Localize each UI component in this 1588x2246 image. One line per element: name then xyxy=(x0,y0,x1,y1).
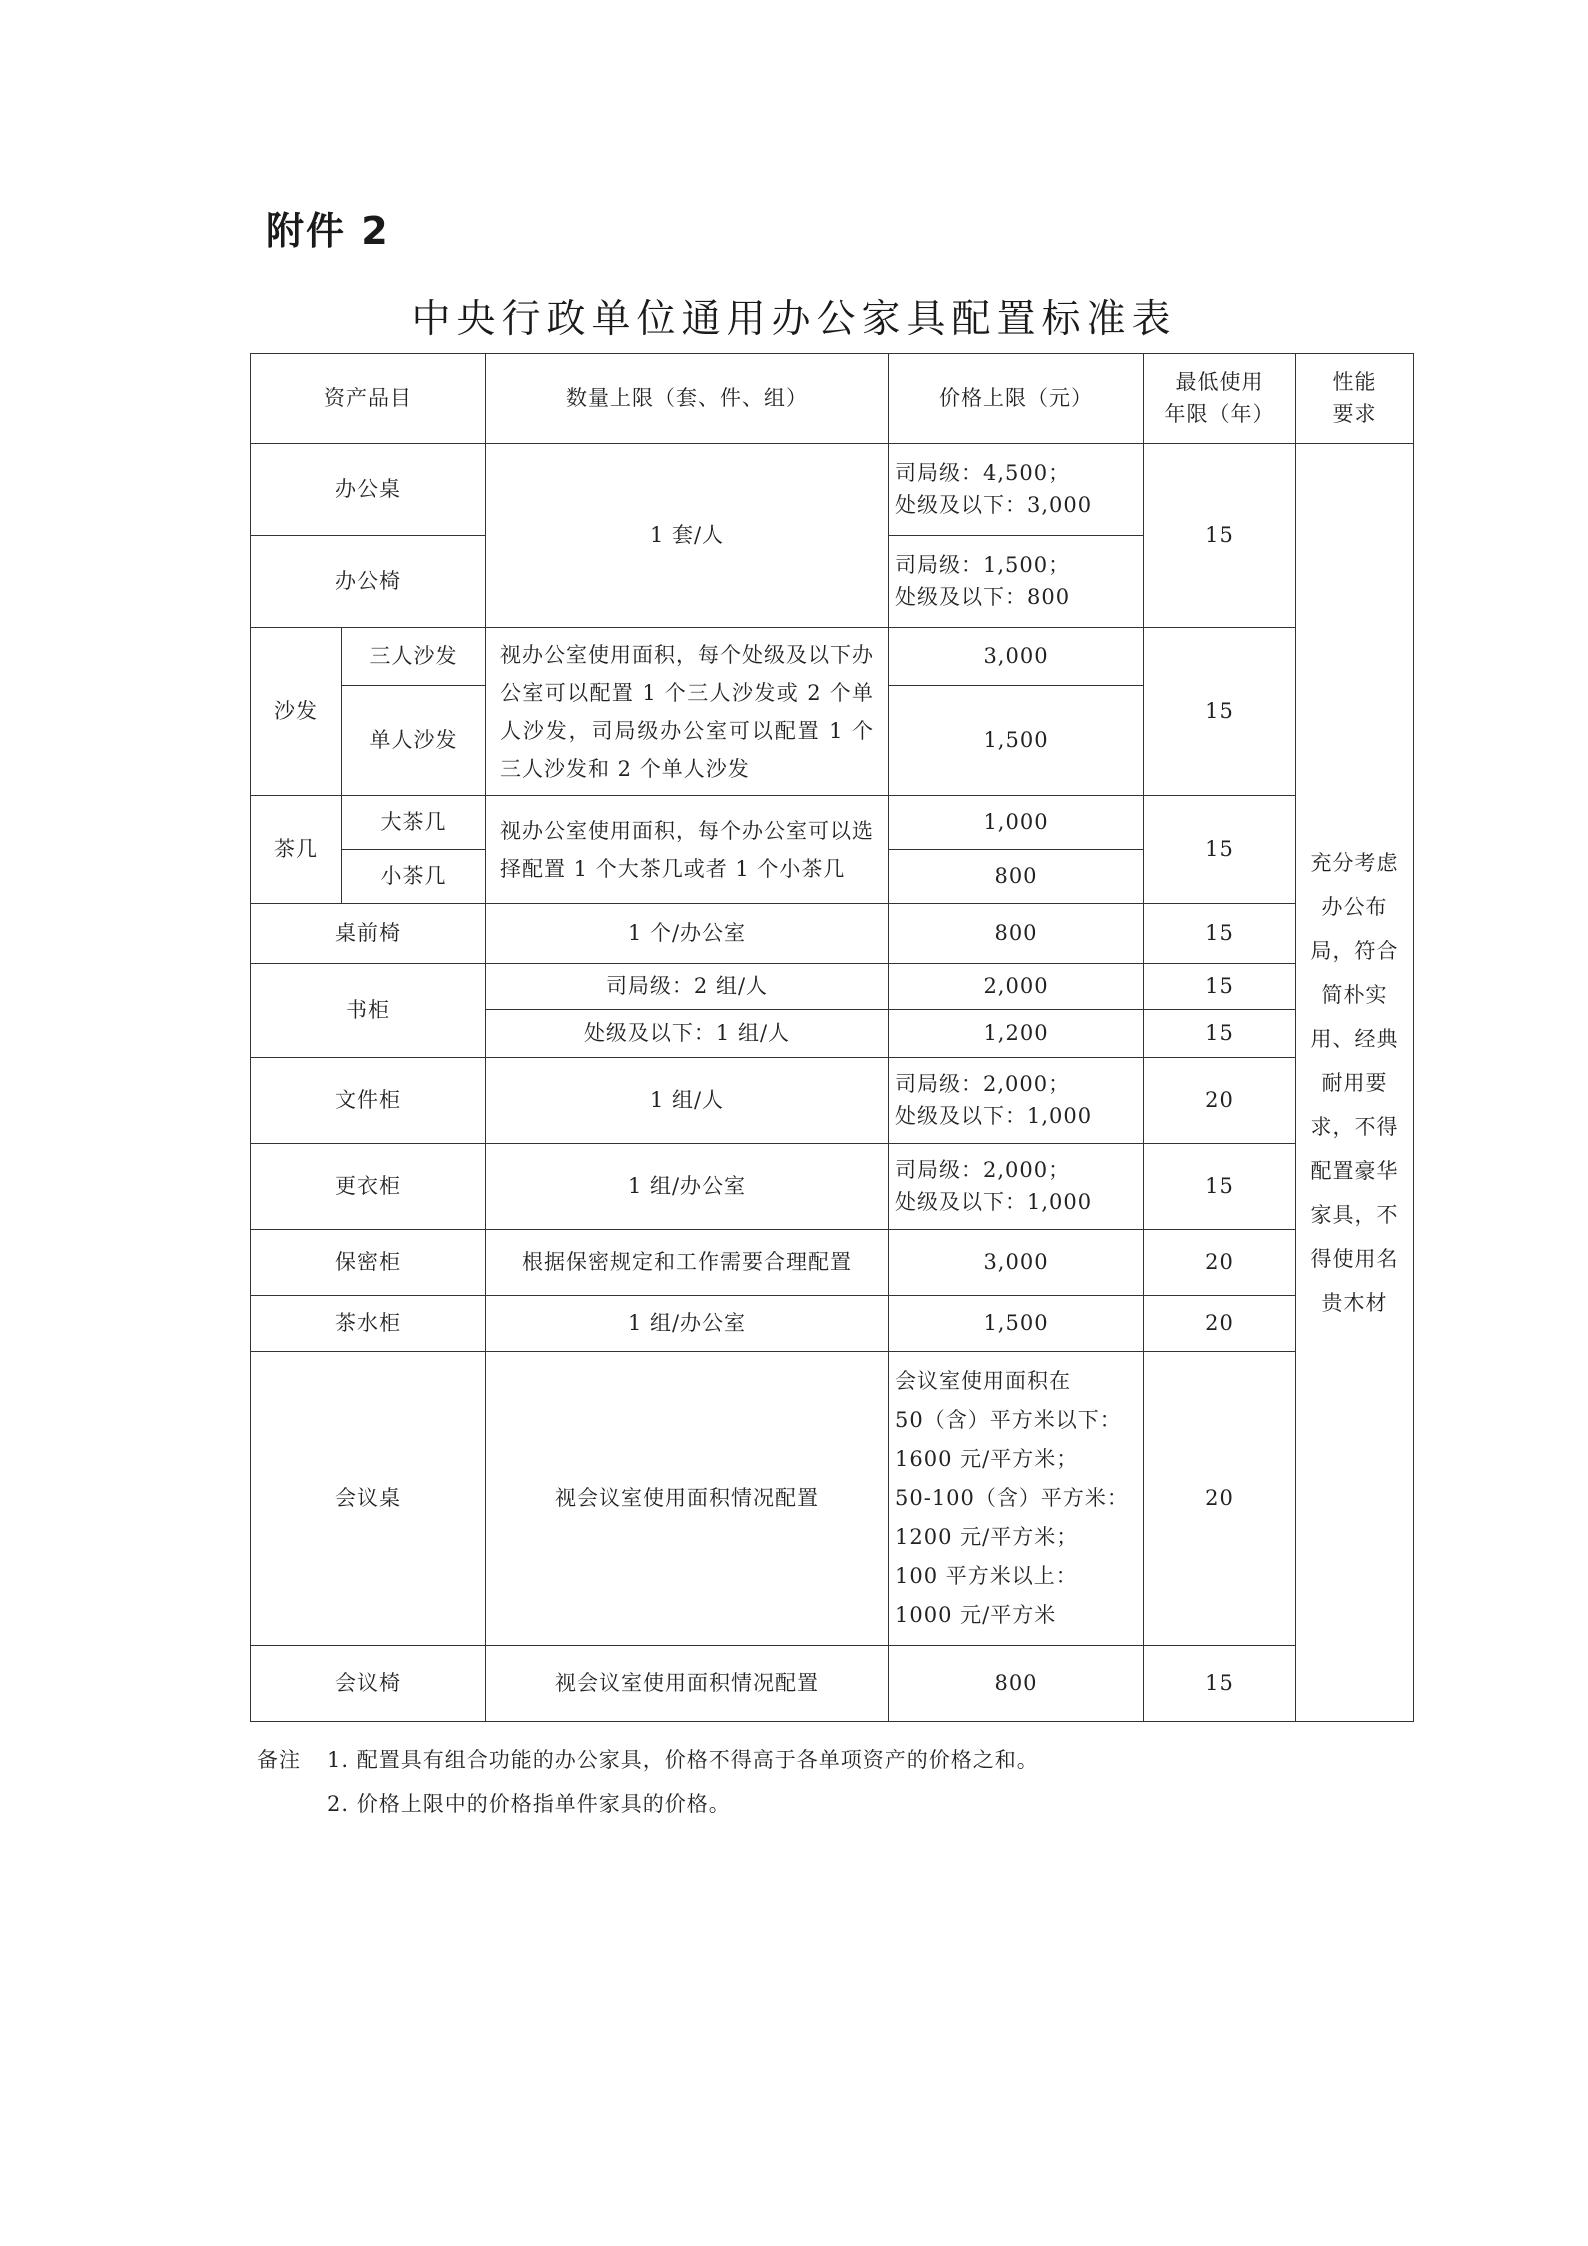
teatable-small-name: 小茶几 xyxy=(342,850,486,904)
table-row-tea-cabinet xyxy=(251,1296,1414,1352)
tea-cabinet-price: 1,500 xyxy=(889,1296,1144,1352)
desk-name: 办公桌 xyxy=(251,444,486,536)
performance-requirement: 充分考虑办公布局，符合简朴实用、经典耐用要求，不得配置豪华家具，不得使用名贵木材 xyxy=(1296,444,1414,1722)
header-qty: 数量上限（套、件、组） xyxy=(486,354,889,444)
sofa-three-price: 3,000 xyxy=(889,628,1144,686)
front-chair-qty: 1 个/办公室 xyxy=(486,904,889,964)
teatable-life: 15 xyxy=(1144,796,1296,904)
bookcase-price-1: 2,000 xyxy=(889,964,1144,1010)
header-life: 最低使用 年限（年） xyxy=(1144,354,1296,444)
meeting-chair-name: 会议椅 xyxy=(251,1646,486,1722)
table-row-bookcase-1 xyxy=(251,964,1414,1010)
safe-qty: 根据保密规定和工作需要合理配置 xyxy=(486,1230,889,1296)
furniture-standard-table xyxy=(250,353,1414,1722)
meeting-table-name: 会议桌 xyxy=(251,1352,486,1646)
sofa-single-name: 单人沙发 xyxy=(342,686,486,796)
wardrobe-name: 更衣柜 xyxy=(251,1144,486,1230)
sofa-group: 沙发 xyxy=(251,628,342,796)
teatable-large-price: 1,000 xyxy=(889,796,1144,850)
tea-cabinet-life: 20 xyxy=(1144,1296,1296,1352)
table-row-teatable-large xyxy=(251,796,1414,850)
bookcase-qty-2: 处级及以下：1 组/人 xyxy=(486,1010,889,1058)
table-row-wardrobe xyxy=(251,1144,1414,1230)
safe-price: 3,000 xyxy=(889,1230,1144,1296)
front-chair-name: 桌前椅 xyxy=(251,904,486,964)
tea-cabinet-name: 茶水柜 xyxy=(251,1296,486,1352)
bookcase-life-2: 15 xyxy=(1144,1010,1296,1058)
bookcase-name: 书柜 xyxy=(251,964,486,1058)
bookcase-life-1: 15 xyxy=(1144,964,1296,1010)
desk-chair-qty: 1 套/人 xyxy=(486,444,889,628)
notes xyxy=(257,1738,1039,1826)
table-row-desk xyxy=(251,444,1414,536)
sofa-three-name: 三人沙发 xyxy=(342,628,486,686)
safe-life: 20 xyxy=(1144,1230,1296,1296)
meeting-chair-life: 15 xyxy=(1144,1646,1296,1722)
table-row-sofa-three xyxy=(251,628,1414,686)
meeting-table-life: 20 xyxy=(1144,1352,1296,1646)
meeting-chair-price: 800 xyxy=(889,1646,1144,1722)
filing-name: 文件柜 xyxy=(251,1058,486,1144)
table-row-filing xyxy=(251,1058,1414,1144)
wardrobe-price: 司局级：2,000； 处级及以下：1,000 xyxy=(889,1144,1144,1230)
sofa-qty: 视办公室使用面积，每个处级及以下办公室可以配置 1 个三人沙发或 2 个单人沙发，司局级办公室可以配置 1 个三人沙发和 2 个单人沙发 xyxy=(486,628,889,796)
safe-name: 保密柜 xyxy=(251,1230,486,1296)
meeting-table-price: 会议室使用面积在 50（含）平方米以下： 1600 元/平方米； 50-100（含）平方米： 1200 元/平方米； 100 平方米以上： 1000 元/平方米 xyxy=(889,1352,1144,1646)
meeting-chair-qty: 视会议室使用面积情况配置 xyxy=(486,1646,889,1722)
table-row-safe xyxy=(251,1230,1414,1296)
note-2: 2. 价格上限中的价格指单件家具的价格。 xyxy=(327,1792,731,1816)
header-price: 价格上限（元） xyxy=(889,354,1144,444)
filing-life: 20 xyxy=(1144,1058,1296,1144)
meeting-table-qty: 视会议室使用面积情况配置 xyxy=(486,1352,889,1646)
desk-chair-life: 15 xyxy=(1144,444,1296,628)
table-row-meeting-chair xyxy=(251,1646,1414,1722)
table-row-meeting-table xyxy=(251,1352,1414,1646)
table-row-front-chair xyxy=(251,904,1414,964)
chair-name: 办公椅 xyxy=(251,536,486,628)
header-performance: 性能 要求 xyxy=(1296,354,1414,444)
header-item: 资产品目 xyxy=(251,354,486,444)
sofa-single-price: 1,500 xyxy=(889,686,1144,796)
bookcase-qty-1: 司局级：2 组/人 xyxy=(486,964,889,1010)
bookcase-price-2: 1,200 xyxy=(889,1010,1144,1058)
note-1: 1. 配置具有组合功能的办公家具，价格不得高于各单项资产的价格之和。 xyxy=(327,1748,1039,1772)
teatable-large-name: 大茶几 xyxy=(342,796,486,850)
document-title: 中央行政单位通用办公家具配置标准表 xyxy=(411,297,1177,342)
desk-price: 司局级：4,500； 处级及以下：3,000 xyxy=(889,444,1144,536)
header-row xyxy=(251,354,1414,444)
chair-price: 司局级：1,500； 处级及以下：800 xyxy=(889,536,1144,628)
attachment-label: 附件 2 xyxy=(266,209,390,253)
wardrobe-qty: 1 组/办公室 xyxy=(486,1144,889,1230)
notes-label: 备注 xyxy=(257,1748,301,1772)
sofa-life: 15 xyxy=(1144,628,1296,796)
filing-price: 司局级：2,000； 处级及以下：1,000 xyxy=(889,1058,1144,1144)
teatable-small-price: 800 xyxy=(889,850,1144,904)
filing-qty: 1 组/人 xyxy=(486,1058,889,1144)
teatable-group: 茶几 xyxy=(251,796,342,904)
wardrobe-life: 15 xyxy=(1144,1144,1296,1230)
front-chair-price: 800 xyxy=(889,904,1144,964)
tea-cabinet-qty: 1 组/办公室 xyxy=(486,1296,889,1352)
teatable-qty: 视办公室使用面积，每个办公室可以选择配置 1 个大茶几或者 1 个小茶几 xyxy=(486,796,889,904)
front-chair-life: 15 xyxy=(1144,904,1296,964)
